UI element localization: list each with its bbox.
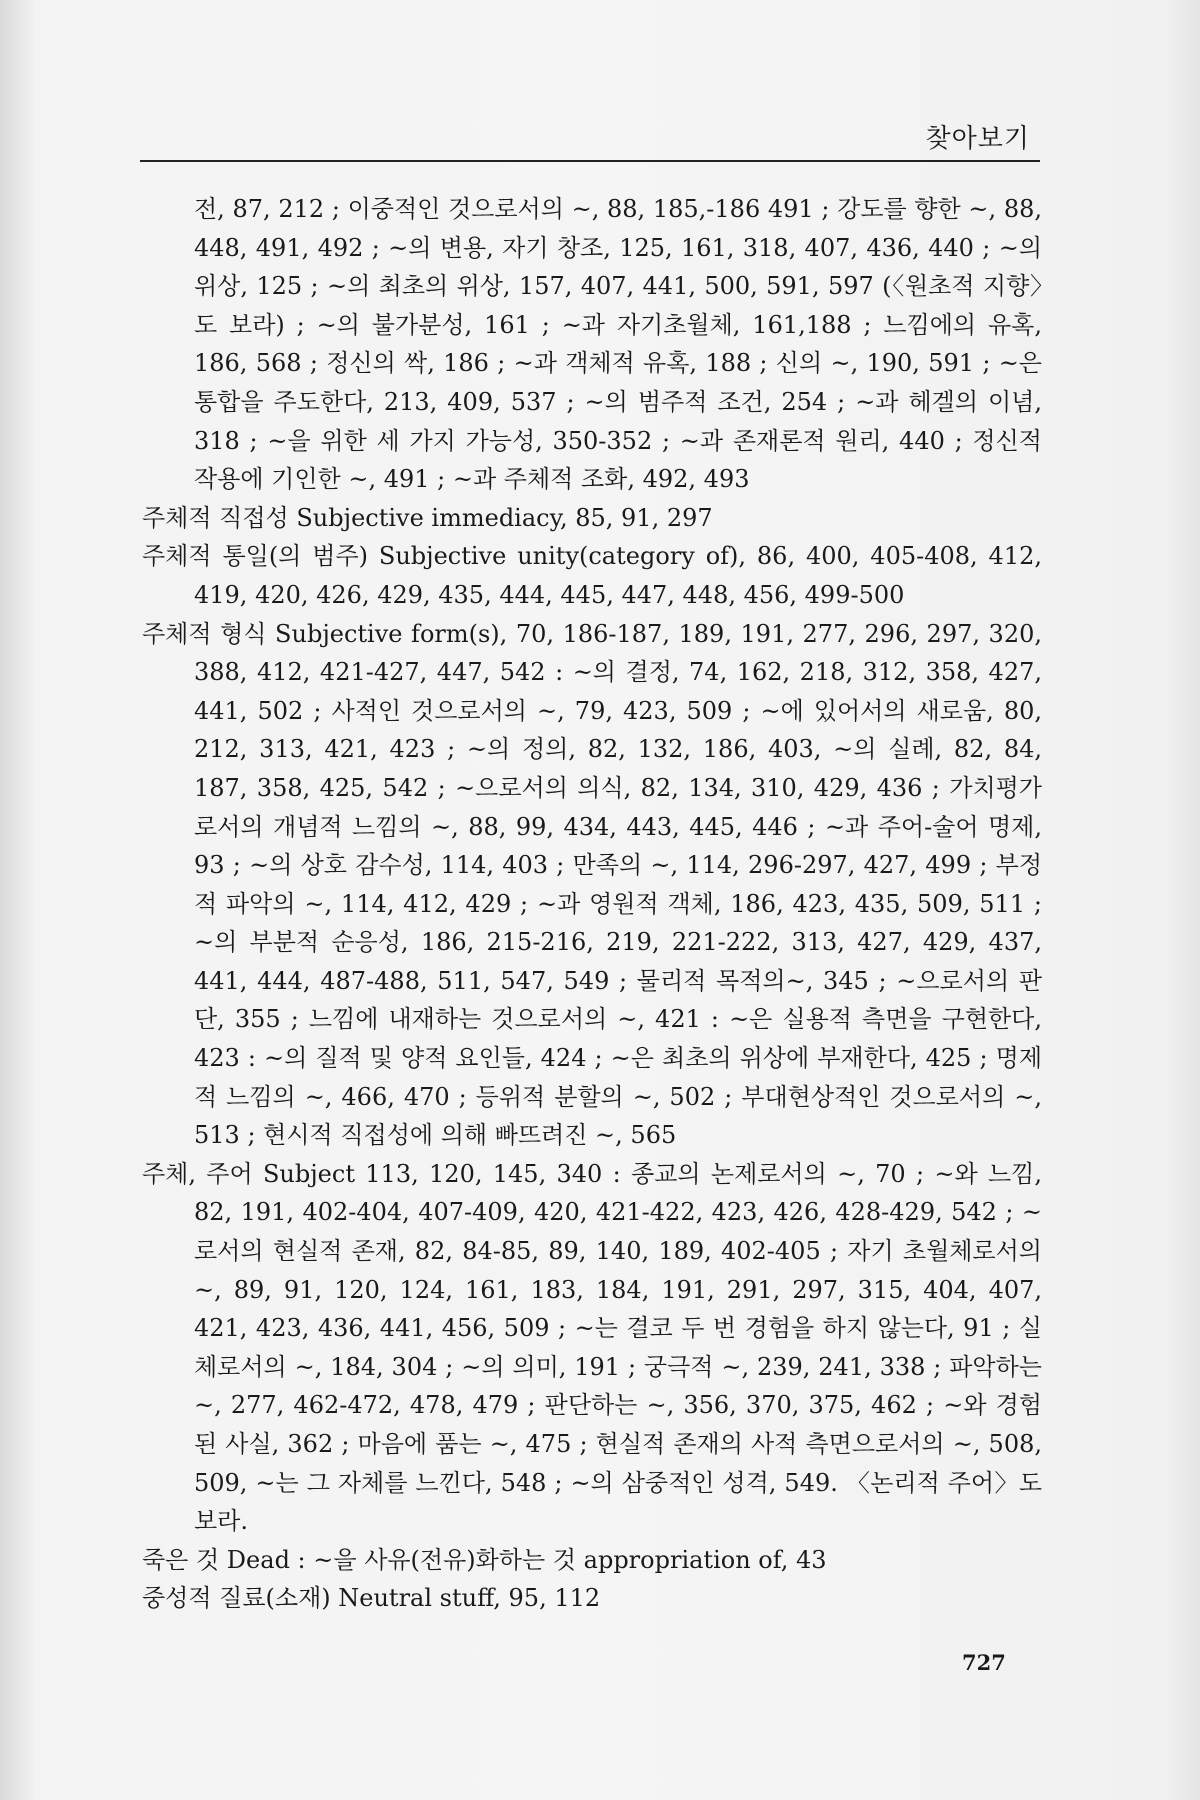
index-entry-dead: 죽은 것 Dead : ~을 사유(전유)화하는 것 appropriation of, 43 — [142, 1545, 827, 1574]
index-entries — [142, 190, 1042, 1618]
header-rule — [140, 160, 1040, 162]
index-entry-continued: 전, 87, 212 ; 이중적인 것으로서의 ~, 88, 185,-186 491 ; 강도를 향한 ~, 88, 448, 491, 492 ; ~의 변용, 자기 창조, 125, 161, 318, 407, 436, 440 ; ~의 위상, 125 ; ~의 최초의 위상, 157, 407, 441, 500, 591, 597 (〈원초적 지향〉도 보라) ; ~의 불가분성, 161 ; ~과 자기초월체, 161,188 ; 느낌에의 유혹, 186, 568 ; 정신의 싹, 186 ; ~과 객체적 유혹, 188 ; 신의 ~, 190, 591 ; ~은 통합을 주도한다, 213, 409, 537 ; ~의 범주적 조건, 254 ; ~과 헤겔의 이념, 318 ; ~을 위한 세 가지 가능성, 350-352 ; ~과 존재론적 원리, 440 ; 정신적 작용에 기인한 ~, 491 ; ~과 주체적 조화, 492, 493 — [194, 195, 1042, 494]
running-header-title: 찾아보기 — [925, 124, 1030, 154]
index-entry-neutral-stuff: 중성적 질료(소재) Neutral stuff, 95, 112 — [142, 1584, 601, 1613]
index-entry-subjective-immediacy: 주체적 직접성 Subjective immediacy, 85, 91, 297 — [142, 503, 713, 532]
index-entry-subjective-form: 주체적 형식 Subjective form(s), 70, 186-187, 189, 191, 277, 296, 297, 320, 388, 412, 421-427, 447, 542 : ~의 결정, 74, 162, 218, 312, 358, 427, 441, 502 ; 사적인 것으로서의 ~, 79, 423, 509 ; ~에 있어서의 새로움, 80, 212, 313, 421, 423 ; ~의 정의, 82, 132, 186, 403, ~의 실례, 82, 84, 187, 358, 425, 542 ; ~으로서의 의식, 82, 134, 310, 429, 436 ; 가치평가로서의 개념적 느낌의 ~, 88, 99, 434, 443, 445, 446 ; ~과 주어-술어 명제, 93 ; ~의 상호 감수성, 114, 403 ; 만족의 ~, 114, 296-297, 427, 499 ; 부정적 파악의 ~, 114, 412, 429 ; ~과 영원적 객체, 186, 423, 435, 509, 511 ; ~의 부분적 순응성, 186, 215-216, 219, 221-222, 313, 427, 429, 437, 441, 444, 487-488, 511, 547, 549 ; 물리적 목적의~, 345 ; ~으로서의 판단, 355 ; 느낌에 내재하는 것으로서의 ~, 421 : ~은 실용적 측면을 구현한다, 423 : ~의 질적 및 양적 요인들, 424 ; ~은 최초의 위상에 부재한다, 425 ; 명제적 느낌의 ~, 466, 470 ; 등위적 분할의 ~, 502 ; 부대현상적인 것으로서의 ~, 513 ; 현시적 직접성에 의해 빠뜨려진 ~, 565 — [142, 619, 1042, 1150]
index-entry-subject: 주체, 주어 Subject 113, 120, 145, 340 : 종교의 논제로서의 ~, 70 ; ~와 느낌, 82, 191, 402-404, 407-409, 420, 421-422, 423, 426, 428-429, 542 ; ~로서의 현실적 존재, 82, 84-85, 89, 140, 189, 402-405 ; 자기 초월체로서의 ~, 89, 91, 120, 124, 161, 183, 184, 191, 291, 297, 315, 404, 407, 421, 423, 436, 441, 456, 509 ; ~는 결코 두 번 경험을 하지 않는다, 91 ; 실체로서의 ~, 184, 304 ; ~의 의미, 191 ; 궁극적 ~, 239, 241, 338 ; 파악하는 ~, 277, 462-472, 478, 479 ; 판단하는 ~, 356, 370, 375, 462 ; ~와 경험된 사실, 362 ; 마음에 품는 ~, 475 ; 현실적 존재의 사적 측면으로서의 ~, 508, 509, ~는 그 자체를 느낀다, 548 ; ~의 삼중적인 성격, 549. 〈논리적 주어〉도 보라. — [142, 1159, 1042, 1536]
page-number: 727 — [962, 1650, 1006, 1675]
index-entry-subjective-unity: 주체적 통일(의 범주) Subjective unity(category of), 86, 400, 405-408, 412, 419, 420, 426, 429, 435, 444, 445, 447, 448, 456, 499-500 — [142, 542, 1042, 609]
